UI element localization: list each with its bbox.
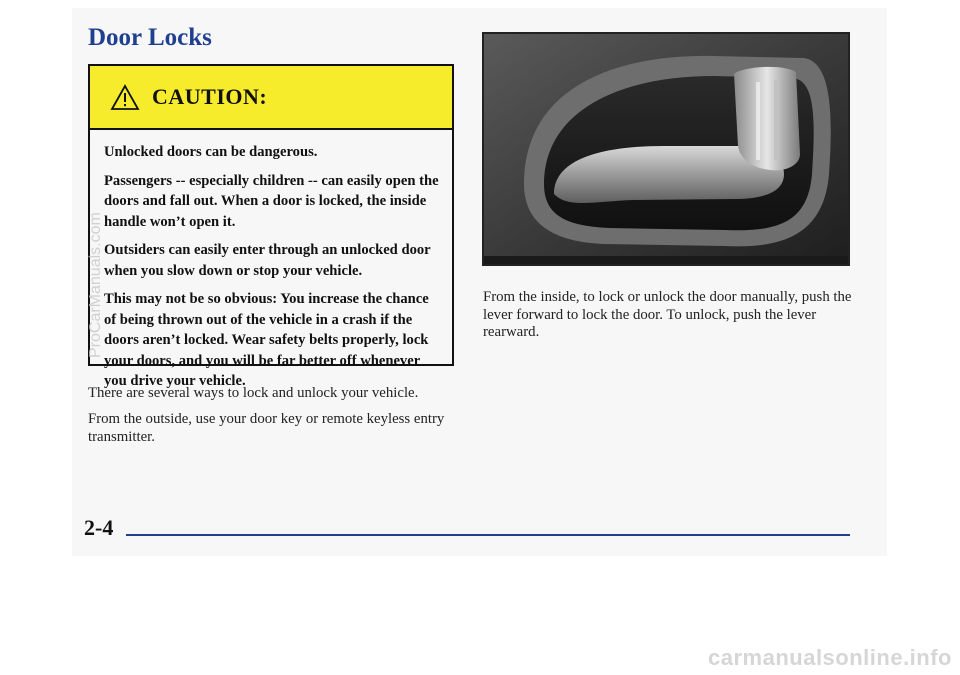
page-number: 2-4: [84, 515, 114, 540]
caution-paragraph: Passengers -- especially children -- can easily open the doors and fall out. When a door is locked, the inside handle won’t open it.: [104, 172, 439, 230]
caution-heading: CAUTION:: [152, 84, 268, 109]
caution-body: [90, 130, 452, 392]
watermark-vertical: [84, 208, 106, 358]
caution-paragraph: This may not be so obvious: You increase the chance of being thrown out of the vehicle in a crash if the doors aren’t locked. Wear safety belts properly, lock your doors, and you will be far better off whenever you drive your vehicle.: [104, 291, 429, 389]
caution-header: [90, 66, 452, 130]
footer-rule: [126, 534, 850, 536]
door-handle-photo: [482, 32, 850, 266]
door-handle-image: [484, 34, 848, 264]
body-paragraph: There are several ways to lock and unlock your vehicle.: [88, 385, 419, 401]
warning-triangle-icon: [110, 84, 140, 111]
caution-paragraph: Unlocked doors can be dangerous.: [104, 144, 318, 160]
page-title: Door Locks: [88, 24, 212, 51]
caution-paragraph: Outsiders can easily enter through an unlocked door when you slow down or stop your vehicle.: [104, 242, 431, 279]
watermark-footer: carmanualsonline.info: [708, 645, 952, 670]
caution-box: [88, 64, 454, 389]
watermark-text: ProCarManuals.com: [87, 212, 104, 358]
body-paragraph: From the outside, use your door key or remote keyless entry transmitter.: [88, 411, 445, 445]
body-paragraph: From the inside, to lock or unlock the door manually, push the lever forward to lock the door. To unlock, push the lever rearward.: [483, 289, 852, 340]
